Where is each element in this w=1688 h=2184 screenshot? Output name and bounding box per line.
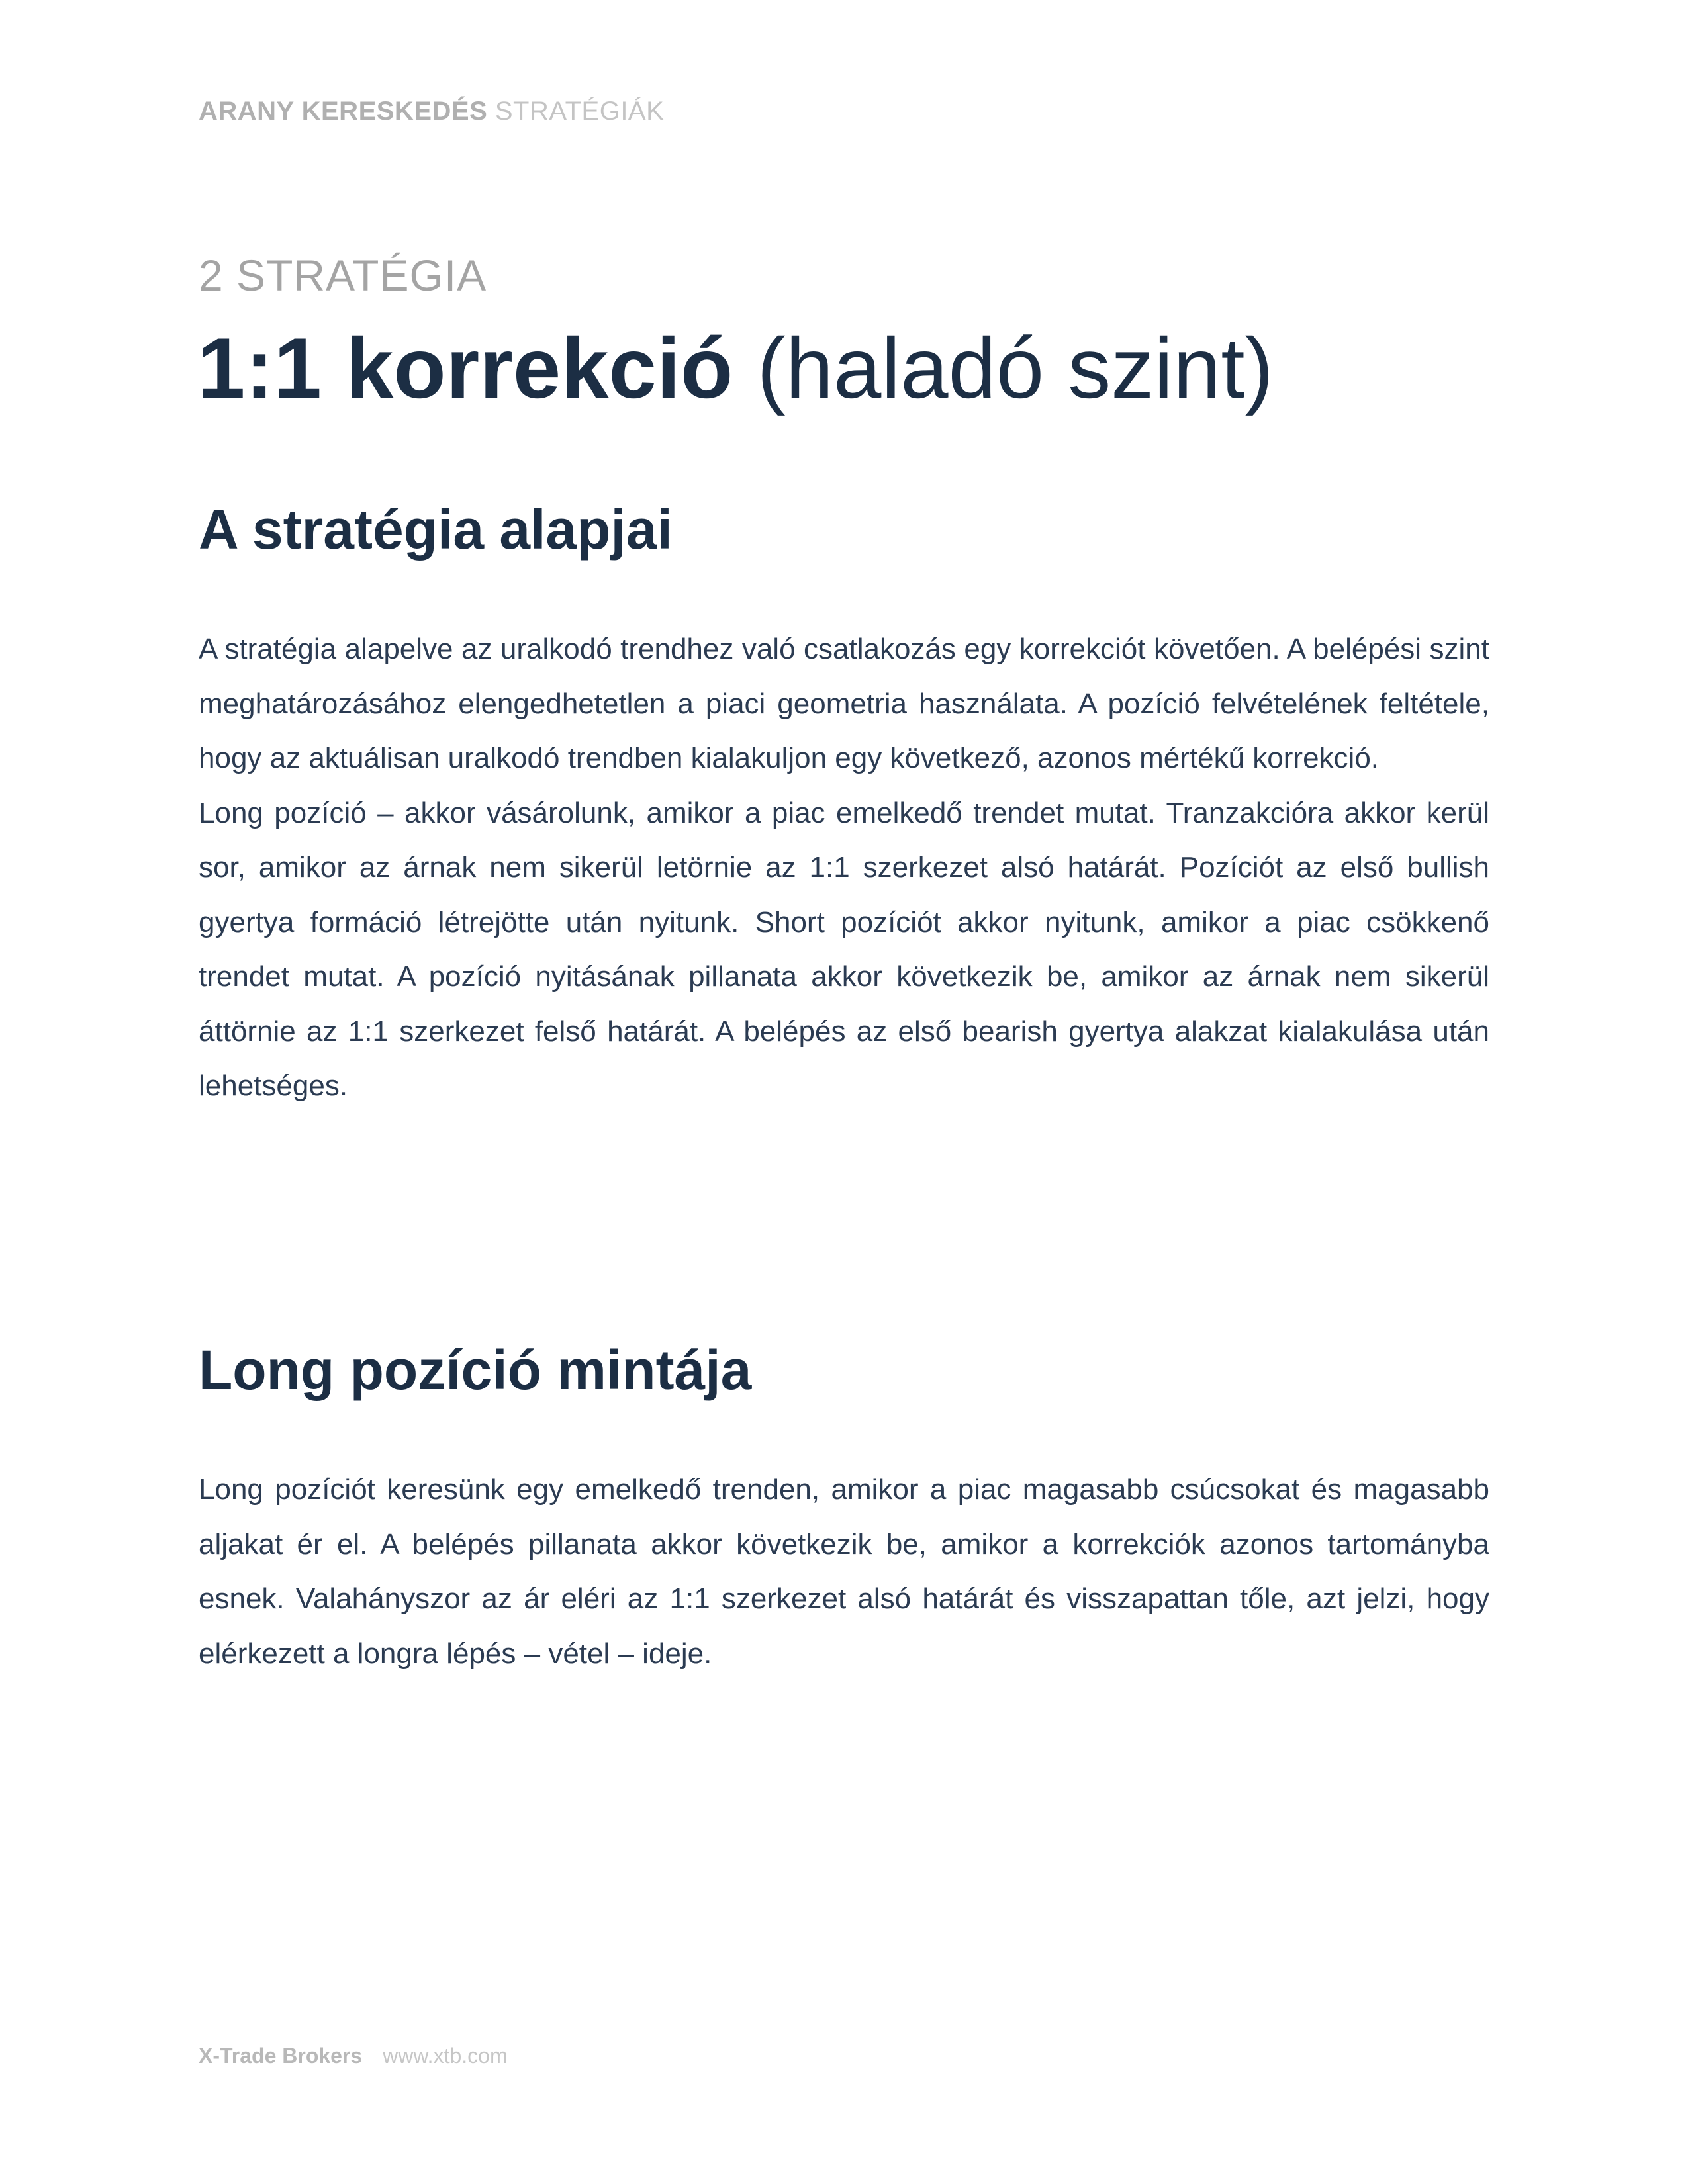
running-header-subtitle: STRATÉGIÁK — [494, 97, 665, 126]
paragraph: Long pozíció – akkor vásárolunk, amikor a piac emelkedő trendet mutat. Tranzakcióra akkor kerül sor, amikor az árnak nem sikerül letörnie az 1:1 szerkezet alsó határát. Pozíciót az első bullish gyertya formáció létrejötte után nyitunk. Short pozíciót akkor nyitunk, amikor a piac csökkenő trendet mutat. A pozíció nyitásának pillanata akkor következik be, amikor az árnak nem sikerül áttörnie az 1:1 szerkezet felső határát. A belépés az első bearish gyertya alakzat kialakulása után lehetséges. — [199, 796, 1489, 1102]
page-title-light: (haladó szint) — [757, 320, 1274, 416]
section-heading-basics: A stratégia alapjai — [199, 498, 673, 561]
page-footer — [199, 2044, 508, 2068]
running-header-brand: ARANY KERESKEDÉS — [199, 97, 488, 126]
section-body-basics — [199, 622, 1489, 1114]
section-body-long-pattern — [199, 1463, 1489, 1681]
page-title-bold: 1:1 korrekció — [197, 320, 733, 416]
paragraph: Long pozíciót keresünk egy emelkedő trenden, amikor a piac magasabb csúcsokat és magasabb aljakat ér el. A belépés pillanata akkor következik be, amikor a korrekciók azonos tartományba esnek. Valahányszor az ár eléri az 1:1 szerkezet alsó határát és visszapattan tőle, azt jelzi, hogy elérkezett a longra lépés – vétel – ideje. — [199, 1473, 1489, 1670]
footer-url-link[interactable]: www.xtb.com — [383, 2044, 508, 2068]
paragraph: A stratégia alapelve az uralkodó trendhez való csatlakozás egy korrekciót követően. A belépési szint meghatározásához elengedhetetlen a piaci geometria használata. A pozíció felvételének feltétele, hogy az aktuálisan uralkodó trendben kialakuljon egy következő, azonos mértékű korrekció. — [199, 633, 1489, 774]
page-title — [197, 322, 1274, 414]
chapter-kicker: 2 STRATÉGIA — [199, 251, 487, 300]
footer-company: X-Trade Brokers — [199, 2044, 363, 2068]
running-header — [199, 97, 664, 126]
section-heading-long-pattern: Long pozíció mintája — [199, 1339, 752, 1401]
